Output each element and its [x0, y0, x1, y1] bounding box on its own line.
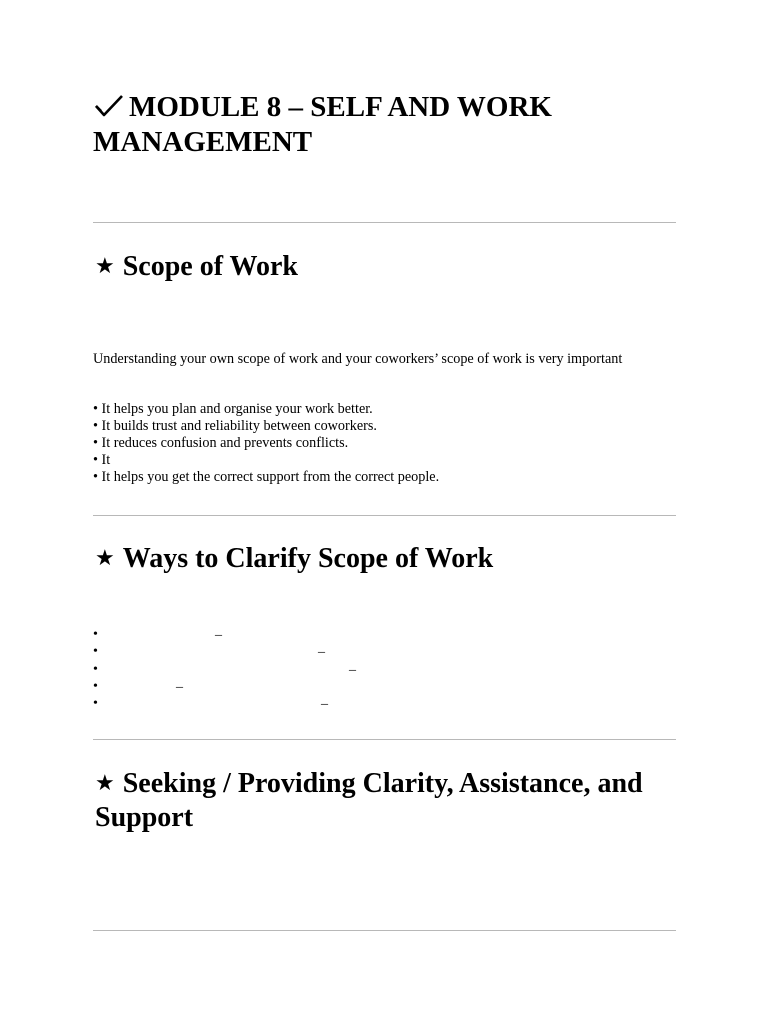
star-icon: ★ [95, 253, 115, 278]
list-item [93, 623, 222, 643]
bullet-marker: • [93, 644, 98, 660]
check-icon [93, 93, 125, 119]
list-item [93, 674, 183, 695]
ways-bullet-list [93, 623, 356, 712]
list-item: • It builds trust and reliability between coworkers. [93, 418, 377, 434]
list-item: • It helps you plan and organise your work better. [93, 401, 373, 417]
star-icon: ★ [95, 545, 115, 570]
seeking-heading [95, 766, 685, 835]
blank-dash: _ [321, 692, 328, 708]
list-item [93, 640, 325, 660]
page-title-text: MODULE 8 – SELF AND WORK MANAGEMENT [93, 91, 552, 158]
bullet-marker: • [93, 696, 98, 712]
list-item: • It [93, 452, 111, 468]
bullet-marker: • [93, 661, 98, 677]
seeking-heading-text: Seeking / Providing Clarity, Assistance, and Support [95, 768, 643, 833]
ways-heading [95, 541, 685, 576]
blank-dash: _ [215, 623, 222, 638]
bullet-marker: • [93, 678, 98, 694]
blank-dash: _ [318, 640, 325, 656]
section-divider [93, 222, 676, 223]
scope-heading [95, 249, 685, 284]
section-divider [93, 739, 676, 740]
scope-bullet-list [93, 401, 439, 486]
list-item [93, 657, 356, 678]
blank-dash: _ [176, 674, 183, 690]
scope-heading-text: Scope of Work [122, 251, 299, 282]
list-item: • It helps you get the correct support from the correct people. [93, 469, 440, 485]
list-item: • It reduces confusion and prevents conflicts. [93, 435, 349, 451]
ways-heading-text: Ways to Clarify Scope of Work [122, 543, 494, 574]
star-icon: ★ [95, 770, 115, 795]
bullet-marker: • [93, 627, 98, 642]
section-divider [93, 930, 676, 931]
section-divider [93, 515, 676, 516]
blank-dash: _ [349, 657, 356, 673]
page-title [93, 90, 693, 160]
scope-intro: Understanding your own scope of work and your coworkers’ scope of work is very important [93, 351, 623, 367]
list-item [93, 692, 328, 712]
